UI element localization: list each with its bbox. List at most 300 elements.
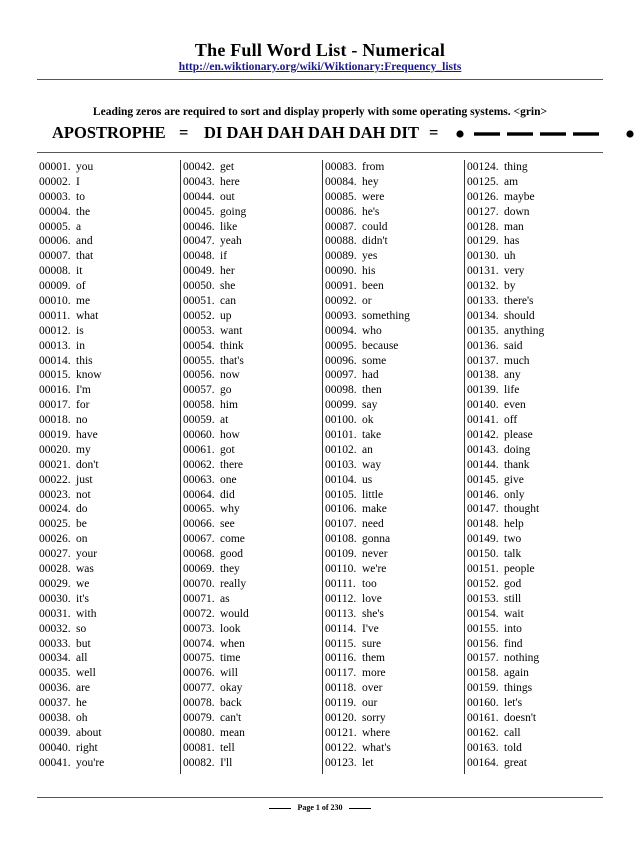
list-item <box>465 279 606 294</box>
list-item <box>38 220 179 235</box>
item-word: maybe <box>504 190 535 203</box>
item-rank: 00048. <box>183 250 215 263</box>
item-word: do <box>76 503 88 516</box>
list-item <box>38 741 179 756</box>
item-word: sure <box>362 637 382 650</box>
item-word: and <box>76 235 93 248</box>
item-rank: 00079. <box>183 711 215 724</box>
list-item <box>465 324 606 339</box>
list-item <box>181 428 322 443</box>
item-word: sorry <box>362 711 386 724</box>
list-item <box>38 666 179 681</box>
item-rank: 00070. <box>183 577 215 590</box>
page-footer <box>0 803 640 812</box>
item-word: say <box>362 399 378 412</box>
item-rank: 00021. <box>39 458 71 471</box>
item-word: at <box>220 414 229 427</box>
list-item <box>38 607 179 622</box>
list-item <box>323 681 464 696</box>
item-rank: 00107. <box>325 518 357 531</box>
item-rank: 00113. <box>325 607 357 620</box>
list-item <box>181 547 322 562</box>
list-item <box>181 577 322 592</box>
item-word: let's <box>504 697 523 710</box>
list-item <box>38 398 179 413</box>
list-item <box>323 443 464 458</box>
item-rank: 00154. <box>467 607 499 620</box>
item-word: your <box>76 548 98 561</box>
item-word: thought <box>504 503 540 516</box>
item-rank: 00095. <box>325 339 357 352</box>
list-item <box>38 279 179 294</box>
item-word: really <box>220 577 247 590</box>
item-rank: 00068. <box>183 548 215 561</box>
item-rank: 00077. <box>183 682 215 695</box>
item-word: please <box>504 429 533 442</box>
list-item <box>323 532 464 547</box>
item-rank: 00151. <box>467 563 499 576</box>
item-rank: 00152. <box>467 577 499 590</box>
item-word: is <box>76 324 84 337</box>
item-rank: 00076. <box>183 667 215 680</box>
item-word: good <box>220 548 243 561</box>
item-rank: 00084. <box>325 175 357 188</box>
item-word: like <box>220 220 238 233</box>
list-item <box>323 696 464 711</box>
list-item <box>323 428 464 443</box>
list-item <box>181 696 322 711</box>
list-item <box>181 368 322 383</box>
list-item <box>38 681 179 696</box>
item-word: too <box>362 577 377 590</box>
item-rank: 00046. <box>183 220 215 233</box>
header-divider <box>37 79 603 80</box>
item-word: his <box>362 265 376 278</box>
item-rank: 00023. <box>39 488 71 501</box>
item-rank: 00008. <box>39 265 71 278</box>
item-word: still <box>504 592 522 605</box>
item-word: her <box>220 265 235 278</box>
list-item <box>38 309 179 324</box>
item-word: you're <box>76 756 105 769</box>
list-item <box>38 532 179 547</box>
item-word: where <box>362 726 391 739</box>
item-word: my <box>76 443 91 456</box>
item-word: because <box>362 339 399 352</box>
list-item <box>323 354 464 369</box>
item-rank: 00130. <box>467 250 499 263</box>
item-rank: 00015. <box>39 369 71 382</box>
item-rank: 00074. <box>183 637 215 650</box>
list-item <box>181 607 322 622</box>
item-rank: 00147. <box>467 503 499 516</box>
item-word: can <box>220 295 236 308</box>
list-item <box>38 175 179 190</box>
list-item <box>323 502 464 517</box>
item-rank: 00083. <box>325 161 357 173</box>
item-word: me <box>76 295 91 308</box>
item-rank: 00073. <box>183 622 215 635</box>
item-word: did <box>220 488 235 501</box>
item-word: I <box>76 175 80 188</box>
item-rank: 00139. <box>467 384 499 397</box>
list-item <box>323 562 464 577</box>
item-word: look <box>220 622 241 635</box>
item-rank: 00135. <box>467 324 499 337</box>
list-item <box>465 547 606 562</box>
item-rank: 00039. <box>39 726 71 739</box>
item-rank: 00022. <box>39 473 71 486</box>
item-rank: 00155. <box>467 622 499 635</box>
item-word: were <box>362 190 385 203</box>
list-item <box>323 339 464 354</box>
item-word: by <box>504 280 516 293</box>
list-item <box>323 309 464 324</box>
item-rank: 00101. <box>325 429 357 442</box>
item-word: ok <box>362 414 374 427</box>
item-word: with <box>76 607 97 620</box>
item-rank: 00065. <box>183 503 215 516</box>
item-rank: 00161. <box>467 711 499 724</box>
list-item <box>181 279 322 294</box>
list-item <box>465 383 606 398</box>
item-rank: 00132. <box>467 280 499 293</box>
item-word: over <box>362 682 383 695</box>
morse-code-text: DI DAH DAH DAH DAH DIT <box>204 123 419 142</box>
list-item <box>465 502 606 517</box>
item-rank: 00115. <box>325 637 357 650</box>
list-item <box>38 339 179 354</box>
item-rank: 00140. <box>467 399 499 412</box>
item-word: up <box>220 309 232 322</box>
item-word: she <box>220 280 236 293</box>
item-word: off <box>504 414 518 427</box>
item-word: us <box>362 473 373 486</box>
list-item <box>181 488 322 503</box>
item-word: take <box>362 429 382 442</box>
item-word: but <box>76 637 91 650</box>
list-item <box>323 190 464 205</box>
item-rank: 00032. <box>39 622 71 635</box>
item-word: there's <box>504 295 534 308</box>
list-item <box>323 220 464 235</box>
item-word: get <box>220 161 235 173</box>
item-word: go <box>220 384 232 397</box>
word-columns <box>38 160 604 774</box>
list-item <box>465 637 606 652</box>
item-rank: 00016. <box>39 384 71 397</box>
item-word: has <box>504 235 520 248</box>
list-item <box>465 592 606 607</box>
item-word: down <box>504 205 530 218</box>
item-word: there <box>220 458 243 471</box>
list-item <box>465 294 606 309</box>
word-column-3 <box>322 160 464 774</box>
item-word: doesn't <box>504 711 537 724</box>
item-rank: 00042. <box>183 161 215 173</box>
item-word: don't <box>76 458 99 471</box>
list-item <box>323 324 464 339</box>
item-word: are <box>76 682 91 695</box>
list-item <box>38 294 179 309</box>
item-rank: 00051. <box>183 295 215 308</box>
item-word: make <box>362 503 387 516</box>
item-rank: 00114. <box>325 622 357 635</box>
list-item <box>181 473 322 488</box>
item-rank: 00102. <box>325 443 357 456</box>
item-word: only <box>504 488 525 501</box>
list-item <box>323 666 464 681</box>
item-word: who <box>362 324 382 337</box>
item-word: you <box>76 161 94 173</box>
item-word: life <box>504 384 520 397</box>
item-rank: 00118. <box>325 682 357 695</box>
item-rank: 00089. <box>325 250 357 263</box>
item-word: was <box>76 563 94 576</box>
item-word: call <box>504 726 521 739</box>
item-rank: 00063. <box>183 473 215 486</box>
item-word: even <box>504 399 526 412</box>
item-word: want <box>220 324 243 337</box>
list-item <box>465 428 606 443</box>
list-item <box>465 607 606 622</box>
item-rank: 00054. <box>183 339 215 352</box>
item-rank: 00134. <box>467 309 499 322</box>
item-rank: 00006. <box>39 235 71 248</box>
list-item <box>323 622 464 637</box>
item-word: thing <box>504 161 528 173</box>
list-item <box>38 756 179 771</box>
item-word: of <box>76 280 86 293</box>
item-rank: 00119. <box>325 697 357 710</box>
item-rank: 00007. <box>39 250 71 263</box>
list-item <box>465 309 606 324</box>
item-rank: 00100. <box>325 414 357 427</box>
item-rank: 00062. <box>183 458 215 471</box>
item-rank: 00004. <box>39 205 71 218</box>
list-item <box>38 473 179 488</box>
item-rank: 00072. <box>183 607 215 620</box>
item-word: on <box>76 533 88 546</box>
list-item <box>181 562 322 577</box>
item-word: they <box>220 563 240 576</box>
list-item <box>465 696 606 711</box>
item-rank: 00075. <box>183 652 215 665</box>
item-word: a <box>76 220 82 233</box>
list-item <box>38 413 179 428</box>
list-item <box>38 562 179 577</box>
list-item <box>465 354 606 369</box>
list-item <box>38 592 179 607</box>
list-item <box>465 160 606 175</box>
item-rank: 00150. <box>467 548 499 561</box>
list-item <box>465 175 606 190</box>
item-word: for <box>76 399 90 412</box>
list-item <box>323 637 464 652</box>
item-rank: 00041. <box>39 756 71 769</box>
list-item <box>323 234 464 249</box>
item-word: wait <box>504 607 524 620</box>
item-rank: 00125. <box>467 175 499 188</box>
list-item <box>323 160 464 175</box>
item-word: think <box>220 339 244 352</box>
list-item <box>465 368 606 383</box>
list-item <box>323 651 464 666</box>
item-word: find <box>504 637 523 650</box>
item-rank: 00127. <box>467 205 499 218</box>
item-rank: 00020. <box>39 443 71 456</box>
item-rank: 00097. <box>325 369 357 382</box>
page-title: The Full Word List - Numerical <box>194 40 446 60</box>
item-rank: 00105. <box>325 488 357 501</box>
item-rank: 00103. <box>325 458 357 471</box>
item-rank: 00121. <box>325 726 357 739</box>
item-rank: 00052. <box>183 309 215 322</box>
item-rank: 00092. <box>325 295 357 308</box>
item-rank: 00009. <box>39 280 71 293</box>
item-rank: 00001. <box>39 161 71 173</box>
item-rank: 00038. <box>39 711 71 724</box>
list-item <box>181 160 322 175</box>
item-word: am <box>504 175 519 188</box>
list-item <box>38 458 179 473</box>
list-item <box>465 681 606 696</box>
item-rank: 00131. <box>467 265 499 278</box>
item-rank: 00055. <box>183 354 215 367</box>
list-item <box>181 324 322 339</box>
item-word: what <box>76 309 99 322</box>
item-word: again <box>504 667 529 680</box>
item-rank: 00087. <box>325 220 357 233</box>
item-word: time <box>220 652 241 665</box>
list-item <box>323 368 464 383</box>
item-word: things <box>504 682 533 695</box>
list-item <box>38 368 179 383</box>
item-word: can't <box>220 711 242 724</box>
item-rank: 00136. <box>467 339 499 352</box>
list-item <box>465 473 606 488</box>
item-rank: 00047. <box>183 235 215 248</box>
item-rank: 00162. <box>467 726 499 739</box>
item-word: see <box>220 518 235 531</box>
item-word: the <box>76 205 91 218</box>
item-word: about <box>76 726 102 739</box>
item-rank: 00011. <box>39 309 71 322</box>
list-item <box>38 443 179 458</box>
list-item <box>323 249 464 264</box>
list-item <box>465 413 606 428</box>
list-item <box>38 622 179 637</box>
item-word: this <box>76 354 93 367</box>
item-word: he's <box>362 205 380 218</box>
list-item <box>181 234 322 249</box>
item-rank: 00028. <box>39 563 71 576</box>
list-item <box>465 577 606 592</box>
item-word: help <box>504 518 524 531</box>
item-rank: 00085. <box>325 190 357 203</box>
item-rank: 00057. <box>183 384 215 397</box>
item-rank: 00117. <box>325 667 357 680</box>
item-word: well <box>76 667 96 680</box>
item-word: would <box>220 607 249 620</box>
page-number: Page 1 of 230 <box>297 803 343 812</box>
item-rank: 00078. <box>183 697 215 710</box>
item-rank: 00067. <box>183 533 215 546</box>
item-rank: 00025. <box>39 518 71 531</box>
item-rank: 00036. <box>39 682 71 695</box>
morse-line <box>52 123 592 145</box>
list-item <box>38 696 179 711</box>
item-word: know <box>76 369 102 382</box>
word-column-1 <box>38 160 179 774</box>
word-column-4 <box>464 160 606 774</box>
list-item <box>181 413 322 428</box>
item-rank: 00080. <box>183 726 215 739</box>
list-item <box>465 220 606 235</box>
item-word: come <box>220 533 245 546</box>
item-word: we <box>76 577 90 590</box>
list-item <box>323 547 464 562</box>
item-rank: 00137. <box>467 354 499 367</box>
morse-symbols-icon <box>452 126 640 142</box>
source-link[interactable]: http://en.wiktionary.org/wiki/Wiktionary:Frequency_lists <box>178 61 462 73</box>
item-word: little <box>362 488 384 501</box>
item-rank: 00123. <box>325 756 357 769</box>
list-item <box>465 443 606 458</box>
list-item <box>465 532 606 547</box>
list-item <box>181 458 322 473</box>
item-word: give <box>504 473 524 486</box>
item-rank: 00094. <box>325 324 357 337</box>
item-rank: 00128. <box>467 220 499 233</box>
list-item <box>323 607 464 622</box>
list-item <box>323 517 464 532</box>
item-word: why <box>220 503 240 516</box>
item-rank: 00013. <box>39 339 71 352</box>
item-rank: 00066. <box>183 518 215 531</box>
item-rank: 00106. <box>325 503 357 516</box>
list-item <box>181 249 322 264</box>
item-rank: 00053. <box>183 324 215 337</box>
item-word: yes <box>362 250 378 263</box>
item-word: some <box>362 354 387 367</box>
item-rank: 00086. <box>325 205 357 218</box>
item-word: all <box>76 652 88 665</box>
item-rank: 00029. <box>39 577 71 590</box>
item-word: have <box>76 429 98 442</box>
item-rank: 00024. <box>39 503 71 516</box>
list-item <box>181 637 322 652</box>
item-word: been <box>362 280 384 293</box>
item-word: into <box>504 622 522 635</box>
list-item <box>181 339 322 354</box>
list-item <box>181 756 322 771</box>
item-word: god <box>504 577 522 590</box>
item-rank: 00014. <box>39 354 71 367</box>
item-word: in <box>76 339 85 352</box>
list-item <box>465 398 606 413</box>
item-word: or <box>362 295 372 308</box>
item-rank: 00019. <box>39 429 71 442</box>
list-item <box>38 249 179 264</box>
word-column-2 <box>180 160 322 774</box>
list-item <box>323 488 464 503</box>
item-word: him <box>220 399 238 412</box>
item-word: gonna <box>362 533 391 546</box>
footer-divider <box>37 797 603 798</box>
item-word: from <box>362 161 385 173</box>
item-word: didn't <box>362 235 388 248</box>
